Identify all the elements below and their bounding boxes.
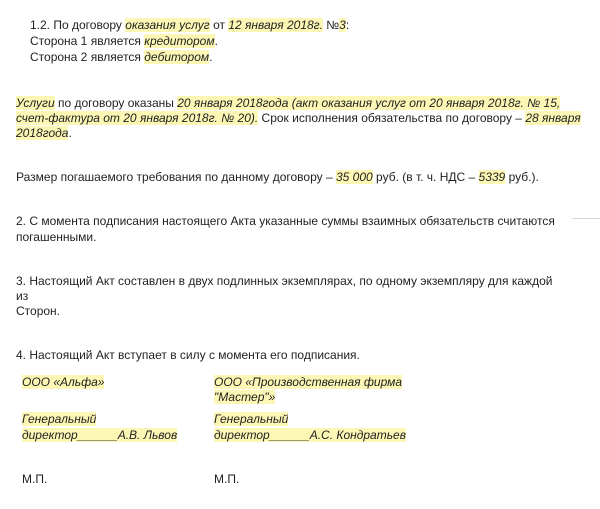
text: Сторона 2 является xyxy=(30,50,141,64)
clause-2-line-2: погашенными. xyxy=(16,230,97,244)
contract-number-highlight: 3 xyxy=(339,18,346,32)
amount-line xyxy=(16,170,539,185)
services-date-highlight: 20 января 2018года (акт оказания услуг от 20 января 2018г. № 15, xyxy=(177,96,561,110)
right-company-name-2: "Мастер"» xyxy=(214,390,276,404)
clause-3-line-1: 3. Настоящий Акт составлен в двух подлинных экземплярах, по одному экземпляру для каждой xyxy=(16,274,553,288)
invoice-highlight: счет-фактура от 20 января 2018г. № 20). xyxy=(16,111,259,125)
text: По договору xyxy=(53,18,122,32)
due-date-highlight: 28 января xyxy=(525,111,581,125)
left-director-line xyxy=(22,428,177,443)
clause-2-line-1: 2. С момента подписания настоящего Акта указанные суммы взаимных обязательств считаются xyxy=(16,214,555,228)
left-title-text: Генеральный xyxy=(22,412,97,426)
right-company-line-2 xyxy=(214,390,275,405)
right-signature-line: ______ xyxy=(269,428,310,442)
left-stamp: М.П. xyxy=(22,472,48,486)
contract-type-highlight: оказания услуг xyxy=(125,18,210,32)
text: : xyxy=(345,18,350,32)
text: . xyxy=(68,126,72,140)
left-director-label: директор xyxy=(22,428,78,442)
right-stamp: М.П. xyxy=(214,472,240,486)
section-1-2-line-3 xyxy=(30,50,212,65)
party-1-role-highlight: кредитором xyxy=(144,34,215,48)
text: от xyxy=(213,18,225,32)
left-company-name: ООО «Альфа» xyxy=(22,375,105,389)
due-year-highlight: 2018года xyxy=(16,126,69,140)
right-director-label: директор xyxy=(214,428,270,442)
text: Сторона 1 является xyxy=(30,34,141,48)
clause-3-line-3: Сторон. xyxy=(16,304,61,318)
right-company-name-1: ООО «Производственная фирма xyxy=(214,375,403,389)
services-line-3 xyxy=(16,126,72,141)
services-line-2 xyxy=(16,111,581,126)
right-director-name: А.С. Кондратьев xyxy=(309,428,406,442)
left-title xyxy=(22,412,96,427)
section-number: 1.2. xyxy=(30,18,51,32)
clause-4-line-1: 4. Настоящий Акт вступает в силу с момента его подписания. xyxy=(16,348,360,362)
text: . xyxy=(209,50,213,64)
vat-value-highlight: 5339 xyxy=(478,170,506,184)
divider-line xyxy=(572,218,600,219)
left-director-name: А.В. Львов xyxy=(117,428,178,442)
right-director-line xyxy=(214,428,406,443)
section-1-2-line-2 xyxy=(30,34,218,49)
text: № xyxy=(326,18,340,32)
text: . xyxy=(214,34,218,48)
amount-value-highlight: 35 000 xyxy=(335,170,373,184)
text: Размер погашаемого требования по данному договору – xyxy=(16,170,333,184)
text: Срок исполнения обязательства по договору – xyxy=(261,111,522,125)
contract-date-highlight: 12 января 2018г. xyxy=(228,18,323,32)
services-line-1 xyxy=(16,96,560,111)
right-title xyxy=(214,412,288,427)
text: руб.). xyxy=(508,170,539,184)
text: руб. (в т. ч. НДС – xyxy=(376,170,476,184)
section-1-2-line-1 xyxy=(30,18,349,33)
clause-3-line-2: из xyxy=(16,289,29,303)
text: по договору оказаны xyxy=(57,96,174,110)
services-highlight: Услуги xyxy=(16,96,55,110)
left-signature-line: ______ xyxy=(77,428,118,442)
party-2-role-highlight: дебитором xyxy=(144,50,210,64)
right-title-text: Генеральный xyxy=(214,412,289,426)
right-company-line-1 xyxy=(214,375,402,390)
left-company xyxy=(22,375,104,390)
